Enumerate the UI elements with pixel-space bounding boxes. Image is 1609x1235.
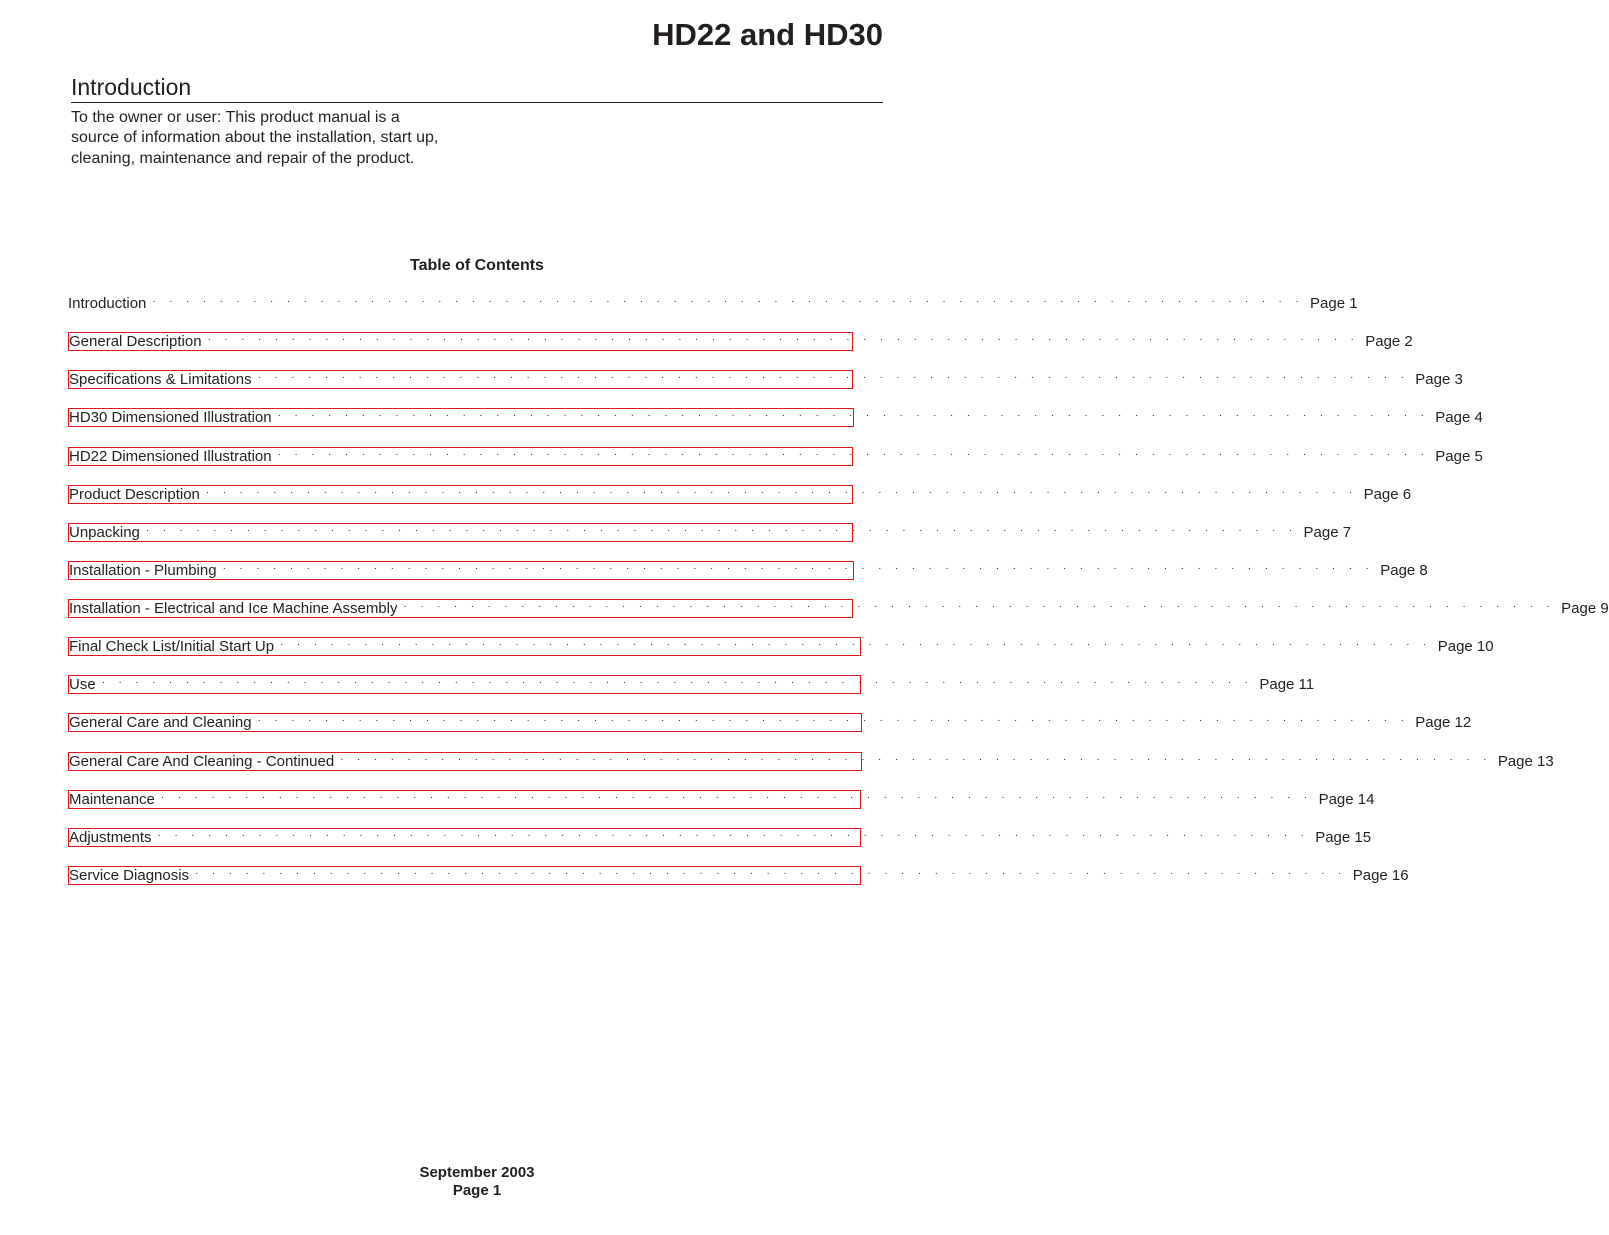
toc-entry-page: Page 4 (1435, 409, 1483, 426)
toc-entry-page: Page 8 (1380, 562, 1428, 579)
toc-entry-label: Maintenance (69, 791, 155, 808)
toc-entry-label: Use (69, 676, 96, 693)
toc-entry-introduction (68, 294, 1358, 313)
toc-leader-dots: · · · · · · · · · · · · · · · · · · · · · · · · · · · · · · · · · · · · · · · · · · · · · · · · · · · · · · · · · · · · · · · · · · · · · (340, 754, 1492, 765)
toc-entry-installation-plumbing[interactable] (68, 561, 1428, 580)
toc-entry-label: HD22 Dimensioned Illustration (69, 448, 272, 465)
toc-entry-page: Page 16 (1352, 867, 1409, 884)
toc-entry-general-description[interactable] (68, 332, 1413, 351)
toc-entry-product-description[interactable] (68, 485, 1412, 504)
toc-leader-dots: · · · · · · · · · · · · · · · · · · · · · · · · · · · · · · · · · · · · · · · · · · · · · · · · · · · · · · · · · · · · · · · · · · · · · (145, 525, 1298, 536)
toc-leader-dots: · · · · · · · · · · · · · · · · · · · · · · · · · · · · · · · · · · · · · · · · · · · · · · · · · · · · · · · · · · · · · · · · · · · · · (207, 334, 1360, 345)
toc-leader-dots: · · · · · · · · · · · · · · · · · · · · · · · · · · · · · · · · · · · · · · · · · · · · · · · · · · · · · · · · · · · · · · · · · · · · · (277, 410, 1430, 421)
toc-entry-label: Installation - Electrical and Ice Machine Assembly (69, 600, 398, 617)
toc-entry-page: Page 1 (1310, 295, 1358, 312)
toc-entry-adjustments[interactable] (68, 828, 1372, 847)
toc-entry-page: Page 11 (1259, 676, 1315, 693)
toc-entry-label: HD30 Dimensioned Illustration (69, 409, 272, 426)
toc-entry-hd22-illustration[interactable] (68, 447, 1483, 466)
toc-leader-dots: · · · · · · · · · · · · · · · · · · · · · · · · · · · · · · · · · · · · · · · · · · · · · · · · · · · · · · · · · · · · · · · · · · · · · (222, 563, 1375, 574)
toc-entry-page: Page 9 (1561, 600, 1609, 617)
toc-entry-service-diagnosis[interactable] (68, 866, 1409, 885)
footer-date: September 2003 (419, 1164, 535, 1181)
toc-leader-dots: · · · · · · · · · · · · · · · · · · · · · · · · · · · · · · · · · · · · · · · · · · · · · · · · · · · · · · · · · · · · · · · · · · · · · (157, 830, 1310, 841)
toc-entry-label: General Description (69, 333, 202, 350)
toc-entry-page: Page 12 (1415, 714, 1472, 731)
toc-entry-label: Specifications & Limitations (69, 371, 252, 388)
section-heading: Introduction (71, 72, 883, 103)
toc-entry-label: Unpacking (69, 524, 140, 541)
toc-entry-label: General Care And Cleaning - Continued (69, 753, 335, 770)
toc-leader-dots: · · · · · · · · · · · · · · · · · · · · · · · · · · · · · · · · · · · · · · · · · · · · · · · · · · · · · · · · · · · · · · · · · · · · · (205, 487, 1358, 498)
intro-paragraph: To the owner or user: This product manual is a source of information about the installation, start up, cleaning, maintenance and repair of the product. (71, 109, 439, 167)
toc-entry-general-care[interactable] (68, 713, 1472, 732)
toc-title: Table of Contents (410, 257, 544, 274)
document-title: HD22 and HD30 (652, 17, 883, 52)
toc-entry-final-check-list[interactable] (68, 637, 1494, 656)
toc-leader-dots: · · · · · · · · · · · · · · · · · · · · · · · · · · · · · · · · · · · · · · · · · · · · · · · · · · · · · · · · · · · · · · · · · · · · · (257, 715, 1410, 726)
toc-entry-page: Page 5 (1435, 448, 1483, 465)
toc-leader-dots: · · · · · · · · · · · · · · · · · · · · · · · · · · · · · · · · · · · · · · · · · · · · · · · · · · · · · · · · · · · · · · · · · · · · · (152, 296, 1305, 307)
footer-page-number: Page 1 (452, 1182, 502, 1199)
toc-entry-page: Page 15 (1315, 829, 1372, 846)
toc-entry-label: General Care and Cleaning (69, 714, 252, 731)
toc-leader-dots: · · · · · · · · · · · · · · · · · · · · · · · · · · · · · · · · · · · · · · · · · · · · · · · · · · · · · · · · · · · · · · · · · · · · · (403, 601, 1556, 612)
toc-entry-label: Installation - Plumbing (69, 562, 217, 579)
toc-leader-dots: · · · · · · · · · · · · · · · · · · · · · · · · · · · · · · · · · · · · · · · · · · · · · · · · · · · · · · · · · · · · · · · · · · · · · (277, 449, 1430, 460)
toc-leader-dots: · · · · · · · · · · · · · · · · · · · · · · · · · · · · · · · · · · · · · · · · · · · · · · · · · · · · · · · · · · · · · · · · · · · · · (195, 868, 1347, 879)
toc-entry-label: Introduction (68, 295, 147, 312)
toc-entry-use[interactable] (68, 675, 1315, 694)
toc-entry-label: Product Description (69, 486, 200, 503)
toc-entry-unpacking[interactable] (68, 523, 1352, 542)
toc-entry-general-care-continued[interactable] (68, 752, 1554, 771)
toc-entry-page: Page 10 (1437, 638, 1494, 655)
toc-entry-label: Service Diagnosis (69, 867, 190, 884)
toc-entry-maintenance[interactable] (68, 790, 1375, 809)
toc-entry-installation-electrical[interactable] (68, 599, 1609, 618)
toc-leader-dots: · · · · · · · · · · · · · · · · · · · · · · · · · · · · · · · · · · · · · · · · · · · · · · · · · · · · · · · · · · · · · · · · · · · · · (160, 792, 1313, 803)
page-footer (0, 1164, 954, 1200)
toc-leader-dots: · · · · · · · · · · · · · · · · · · · · · · · · · · · · · · · · · · · · · · · · · · · · · · · · · · · · · · · · · · · · · · · · · · · · · (257, 372, 1410, 383)
toc-entry-page: Page 3 (1415, 371, 1463, 388)
toc-leader-dots: · · · · · · · · · · · · · · · · · · · · · · · · · · · · · · · · · · · · · · · · · · · · · · · · · · · · · · · · · · · · · · · · · · · · · (101, 677, 1254, 688)
toc-entry-page: Page 7 (1303, 524, 1352, 541)
toc-entry-page: Page 2 (1365, 333, 1413, 350)
toc-entry-page: Page 14 (1318, 791, 1375, 808)
toc-leader-dots: · · · · · · · · · · · · · · · · · · · · · · · · · · · · · · · · · · · · · · · · · · · · · · · · · · · · · · · · · · · · · · · · · · · · · (280, 639, 1432, 650)
toc-entry-label: Final Check List/Initial Start Up (69, 638, 275, 655)
toc-entry-hd30-illustration[interactable] (68, 408, 1483, 427)
toc-entry-specifications[interactable] (68, 370, 1463, 389)
toc-entry-page: Page 6 (1363, 486, 1412, 503)
toc-entry-page: Page 13 (1497, 753, 1554, 770)
toc-entry-label: Adjustments (69, 829, 152, 846)
